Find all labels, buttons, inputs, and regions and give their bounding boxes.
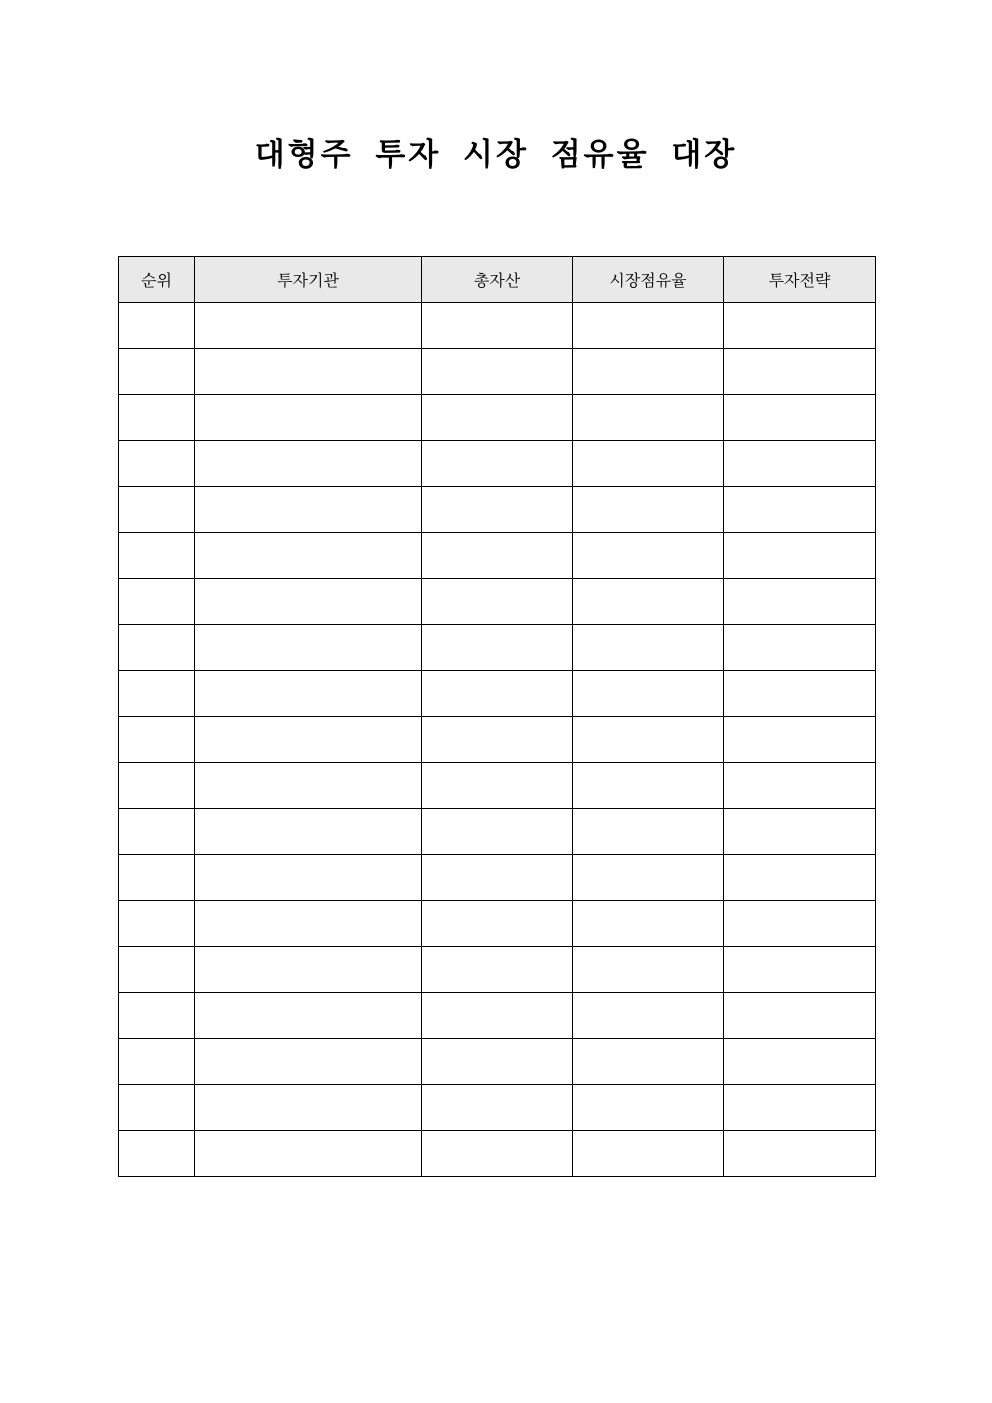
strategy-cell[interactable] xyxy=(724,487,876,533)
column-header-total-assets: 총자산 xyxy=(422,257,573,303)
strategy-cell[interactable] xyxy=(724,533,876,579)
total-assets-cell[interactable] xyxy=(422,763,573,809)
total-assets-cell[interactable] xyxy=(422,579,573,625)
table-row xyxy=(119,1039,876,1085)
rank-cell[interactable] xyxy=(119,855,195,901)
market-share-cell[interactable] xyxy=(573,1085,724,1131)
table-row xyxy=(119,809,876,855)
strategy-cell[interactable] xyxy=(724,303,876,349)
investor-cell[interactable] xyxy=(195,579,422,625)
total-assets-cell[interactable] xyxy=(422,809,573,855)
strategy-cell[interactable] xyxy=(724,763,876,809)
table-row xyxy=(119,349,876,395)
rank-cell[interactable] xyxy=(119,349,195,395)
total-assets-cell[interactable] xyxy=(422,533,573,579)
market-share-cell[interactable] xyxy=(573,947,724,993)
market-share-cell[interactable] xyxy=(573,671,724,717)
rank-cell[interactable] xyxy=(119,1039,195,1085)
rank-cell[interactable] xyxy=(119,395,195,441)
investor-cell[interactable] xyxy=(195,947,422,993)
strategy-cell[interactable] xyxy=(724,993,876,1039)
total-assets-cell[interactable] xyxy=(422,303,573,349)
strategy-cell[interactable] xyxy=(724,395,876,441)
total-assets-cell[interactable] xyxy=(422,395,573,441)
market-share-cell[interactable] xyxy=(573,441,724,487)
market-share-cell[interactable] xyxy=(573,1039,724,1085)
total-assets-cell[interactable] xyxy=(422,1131,573,1177)
investor-cell[interactable] xyxy=(195,809,422,855)
strategy-cell[interactable] xyxy=(724,855,876,901)
table-row xyxy=(119,717,876,763)
market-share-cell[interactable] xyxy=(573,349,724,395)
strategy-cell[interactable] xyxy=(724,441,876,487)
rank-cell[interactable] xyxy=(119,901,195,947)
investor-cell[interactable] xyxy=(195,395,422,441)
market-share-cell[interactable] xyxy=(573,809,724,855)
total-assets-cell[interactable] xyxy=(422,441,573,487)
strategy-cell[interactable] xyxy=(724,1085,876,1131)
table-row xyxy=(119,993,876,1039)
investor-cell[interactable] xyxy=(195,671,422,717)
rank-cell[interactable] xyxy=(119,993,195,1039)
total-assets-cell[interactable] xyxy=(422,625,573,671)
market-share-cell[interactable] xyxy=(573,855,724,901)
rank-cell[interactable] xyxy=(119,487,195,533)
investor-cell[interactable] xyxy=(195,533,422,579)
market-share-cell[interactable] xyxy=(573,717,724,763)
market-share-cell[interactable] xyxy=(573,395,724,441)
investor-cell[interactable] xyxy=(195,441,422,487)
investor-cell[interactable] xyxy=(195,901,422,947)
strategy-cell[interactable] xyxy=(724,349,876,395)
total-assets-cell[interactable] xyxy=(422,1085,573,1131)
column-header-rank: 순위 xyxy=(119,257,195,303)
total-assets-cell[interactable] xyxy=(422,671,573,717)
market-share-cell[interactable] xyxy=(573,625,724,671)
market-share-cell[interactable] xyxy=(573,763,724,809)
total-assets-cell[interactable] xyxy=(422,487,573,533)
rank-cell[interactable] xyxy=(119,625,195,671)
market-share-cell[interactable] xyxy=(573,487,724,533)
table-row xyxy=(119,625,876,671)
strategy-cell[interactable] xyxy=(724,625,876,671)
table-row xyxy=(119,901,876,947)
rank-cell[interactable] xyxy=(119,533,195,579)
total-assets-cell[interactable] xyxy=(422,993,573,1039)
investor-cell[interactable] xyxy=(195,1085,422,1131)
table-row xyxy=(119,487,876,533)
market-share-cell[interactable] xyxy=(573,533,724,579)
rank-cell[interactable] xyxy=(119,671,195,717)
table-body xyxy=(119,303,876,1177)
strategy-cell[interactable] xyxy=(724,901,876,947)
rank-cell[interactable] xyxy=(119,947,195,993)
table-row xyxy=(119,671,876,717)
total-assets-cell[interactable] xyxy=(422,855,573,901)
strategy-cell[interactable] xyxy=(724,717,876,763)
market-share-cell[interactable] xyxy=(573,901,724,947)
market-share-cell[interactable] xyxy=(573,303,724,349)
table-row xyxy=(119,395,876,441)
investor-cell[interactable] xyxy=(195,303,422,349)
rank-cell[interactable] xyxy=(119,717,195,763)
total-assets-cell[interactable] xyxy=(422,717,573,763)
investor-cell[interactable] xyxy=(195,763,422,809)
rank-cell[interactable] xyxy=(119,441,195,487)
market-share-cell[interactable] xyxy=(573,579,724,625)
total-assets-cell[interactable] xyxy=(422,947,573,993)
investor-cell[interactable] xyxy=(195,487,422,533)
strategy-cell[interactable] xyxy=(724,947,876,993)
investor-cell[interactable] xyxy=(195,1131,422,1177)
investor-cell[interactable] xyxy=(195,1039,422,1085)
rank-cell[interactable] xyxy=(119,1085,195,1131)
investor-cell[interactable] xyxy=(195,717,422,763)
investor-cell[interactable] xyxy=(195,993,422,1039)
rank-cell[interactable] xyxy=(119,303,195,349)
table-row xyxy=(119,533,876,579)
column-header-market-share: 시장점유율 xyxy=(573,257,724,303)
table-header-row xyxy=(119,257,876,303)
column-header-strategy: 투자전략 xyxy=(724,257,876,303)
table-row xyxy=(119,441,876,487)
total-assets-cell[interactable] xyxy=(422,349,573,395)
total-assets-cell[interactable] xyxy=(422,901,573,947)
strategy-cell[interactable] xyxy=(724,579,876,625)
rank-cell[interactable] xyxy=(119,763,195,809)
investor-cell[interactable] xyxy=(195,855,422,901)
rank-cell[interactable] xyxy=(119,809,195,855)
strategy-cell[interactable] xyxy=(724,1131,876,1177)
table-row xyxy=(119,1085,876,1131)
column-header-investor: 투자기관 xyxy=(195,257,422,303)
table-row xyxy=(119,947,876,993)
market-share-cell[interactable] xyxy=(573,1131,724,1177)
strategy-cell[interactable] xyxy=(724,809,876,855)
market-share-cell[interactable] xyxy=(573,993,724,1039)
table-row xyxy=(119,579,876,625)
strategy-cell[interactable] xyxy=(724,671,876,717)
share-ledger-table xyxy=(118,256,876,1177)
investor-cell[interactable] xyxy=(195,625,422,671)
table-row xyxy=(119,303,876,349)
investor-cell[interactable] xyxy=(195,349,422,395)
table-row xyxy=(119,763,876,809)
rank-cell[interactable] xyxy=(119,579,195,625)
strategy-cell[interactable] xyxy=(724,1039,876,1085)
rank-cell[interactable] xyxy=(119,1131,195,1177)
total-assets-cell[interactable] xyxy=(422,1039,573,1085)
page-title: 대형주 투자 시장 점유율 대장 xyxy=(254,137,738,173)
table-row xyxy=(119,855,876,901)
table-row xyxy=(119,1131,876,1177)
